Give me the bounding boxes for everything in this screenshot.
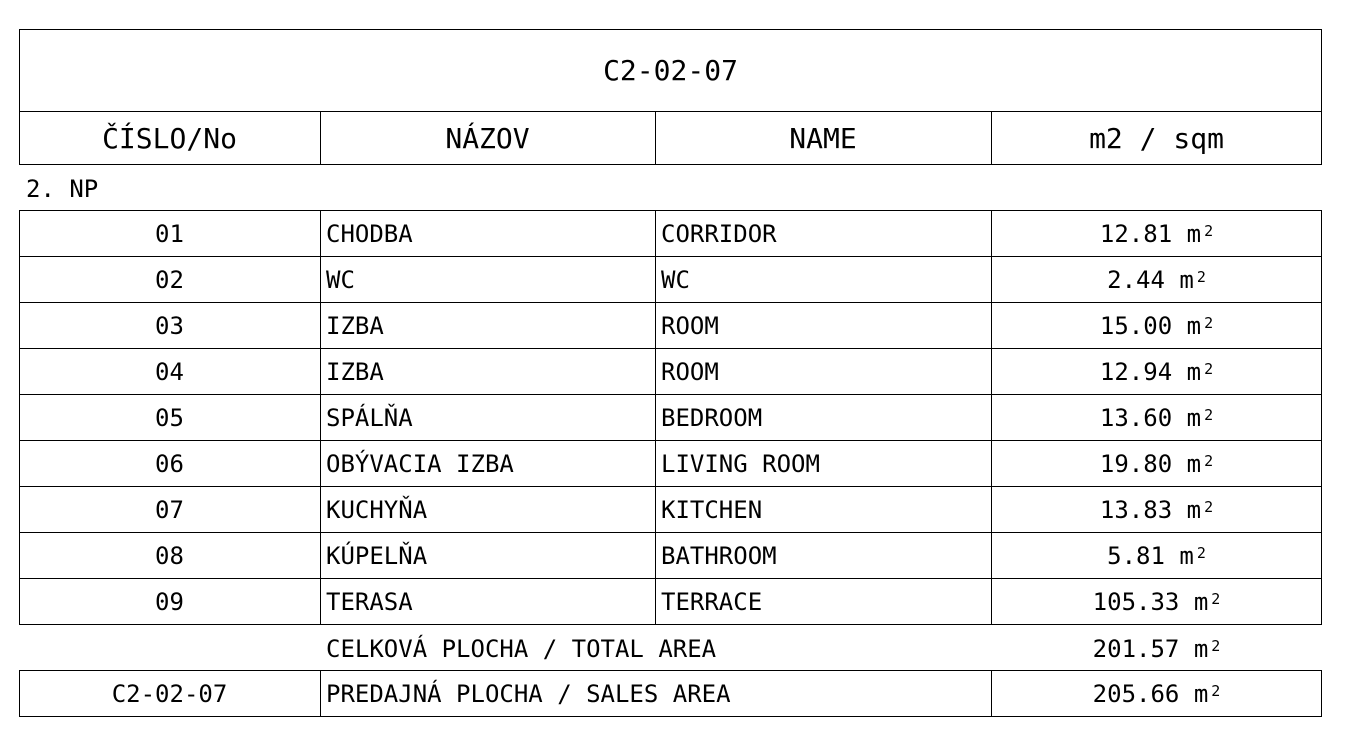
room-number: 03 [155, 311, 184, 340]
room-area-unit: m [1179, 541, 1194, 570]
sales-area-unit-exp: 2 [1211, 681, 1221, 700]
room-area-number: 2.44 [1107, 265, 1165, 294]
sales-area-label: PREDAJNÁ PLOCHA / SALES AREA [326, 679, 731, 708]
room-name-sk: KÚPELŇA [326, 541, 428, 570]
room-name-en: WC [661, 265, 690, 294]
total-area-number: 201.57 [1092, 634, 1180, 663]
room-area-unit-exp: 2 [1204, 313, 1214, 332]
room-area-unit-exp: 2 [1211, 589, 1221, 608]
room-area-unit: m [1186, 495, 1202, 524]
room-area-unit-exp: 2 [1204, 497, 1214, 516]
room-area-number: 5.81 [1107, 541, 1165, 570]
room-area-number: 12.81 [1099, 219, 1173, 248]
room-area-unit: m [1186, 449, 1202, 478]
total-area-unit: m [1193, 634, 1209, 663]
room-area-unit-exp: 2 [1196, 543, 1206, 562]
header-area: m2 / sqm [1089, 122, 1224, 155]
sales-area-value [991, 671, 1322, 716]
header-number: ČÍSLO/No [102, 122, 237, 155]
room-name-en: ROOM [661, 311, 719, 340]
unit-title: C2-02-07 [603, 54, 738, 87]
room-area [991, 303, 1322, 348]
sales-area-number: 205.66 [1092, 679, 1180, 708]
total-area-value [991, 626, 1322, 671]
room-number: 07 [155, 495, 184, 524]
room-number: 06 [155, 449, 184, 478]
room-area [991, 533, 1322, 578]
room-name-sk: CHODBA [326, 219, 413, 248]
room-area [991, 579, 1322, 624]
room-name-en: BEDROOM [661, 403, 763, 432]
room-area-unit: m [1193, 587, 1209, 616]
room-name-en: LIVING ROOM [661, 449, 820, 478]
header-name-en: NAME [789, 122, 857, 155]
total-area-label: CELKOVÁ PLOCHA / TOTAL AREA [326, 634, 717, 663]
room-number: 05 [155, 403, 184, 432]
room-area [991, 395, 1322, 440]
room-name-en: BATHROOM [661, 541, 777, 570]
room-name-sk: IZBA [326, 357, 384, 386]
room-area-unit: m [1186, 403, 1202, 432]
room-area-unit: m [1186, 219, 1202, 248]
room-area [991, 349, 1322, 394]
room-name-sk: KUCHYŇA [326, 495, 428, 524]
sales-unit-number: C2-02-07 [111, 679, 228, 708]
room-area-number: 105.33 [1092, 587, 1180, 616]
room-area-unit-exp: 2 [1204, 451, 1214, 470]
room-area-unit-exp: 2 [1204, 221, 1214, 240]
room-name-en: CORRIDOR [661, 219, 777, 248]
room-area [991, 257, 1322, 302]
room-area-number: 19.80 [1099, 449, 1173, 478]
room-number: 04 [155, 357, 184, 386]
header-name-sk: NÁZOV [445, 122, 530, 155]
room-area-unit: m [1179, 265, 1194, 294]
room-number: 02 [155, 265, 184, 294]
room-number: 08 [155, 541, 184, 570]
room-area-number: 13.60 [1099, 403, 1173, 432]
room-name-sk: SPÁLŇA [326, 403, 413, 432]
room-area-number: 13.83 [1099, 495, 1173, 524]
room-number: 09 [155, 587, 184, 616]
room-area-number: 15.00 [1099, 311, 1173, 340]
room-area-unit-exp: 2 [1196, 267, 1206, 286]
room-area-unit-exp: 2 [1204, 359, 1214, 378]
room-name-sk: WC [326, 265, 355, 294]
room-name-en: ROOM [661, 357, 719, 386]
room-area-number: 12.94 [1099, 357, 1173, 386]
room-area-unit-exp: 2 [1204, 405, 1214, 424]
room-name-sk: TERASA [326, 587, 413, 616]
room-area [991, 441, 1322, 486]
room-number: 01 [155, 219, 184, 248]
total-area-unit-exp: 2 [1211, 636, 1221, 655]
room-name-sk: OBÝVACIA IZBA [326, 449, 514, 478]
room-name-en: KITCHEN [661, 495, 763, 524]
room-name-sk: IZBA [326, 311, 384, 340]
room-area-unit: m [1186, 357, 1202, 386]
sales-area-unit: m [1193, 679, 1209, 708]
room-area [991, 487, 1322, 532]
room-area [991, 211, 1322, 256]
room-name-en: TERRACE [661, 587, 763, 616]
room-area-unit: m [1186, 311, 1202, 340]
floor-label: 2. NP [26, 175, 99, 203]
